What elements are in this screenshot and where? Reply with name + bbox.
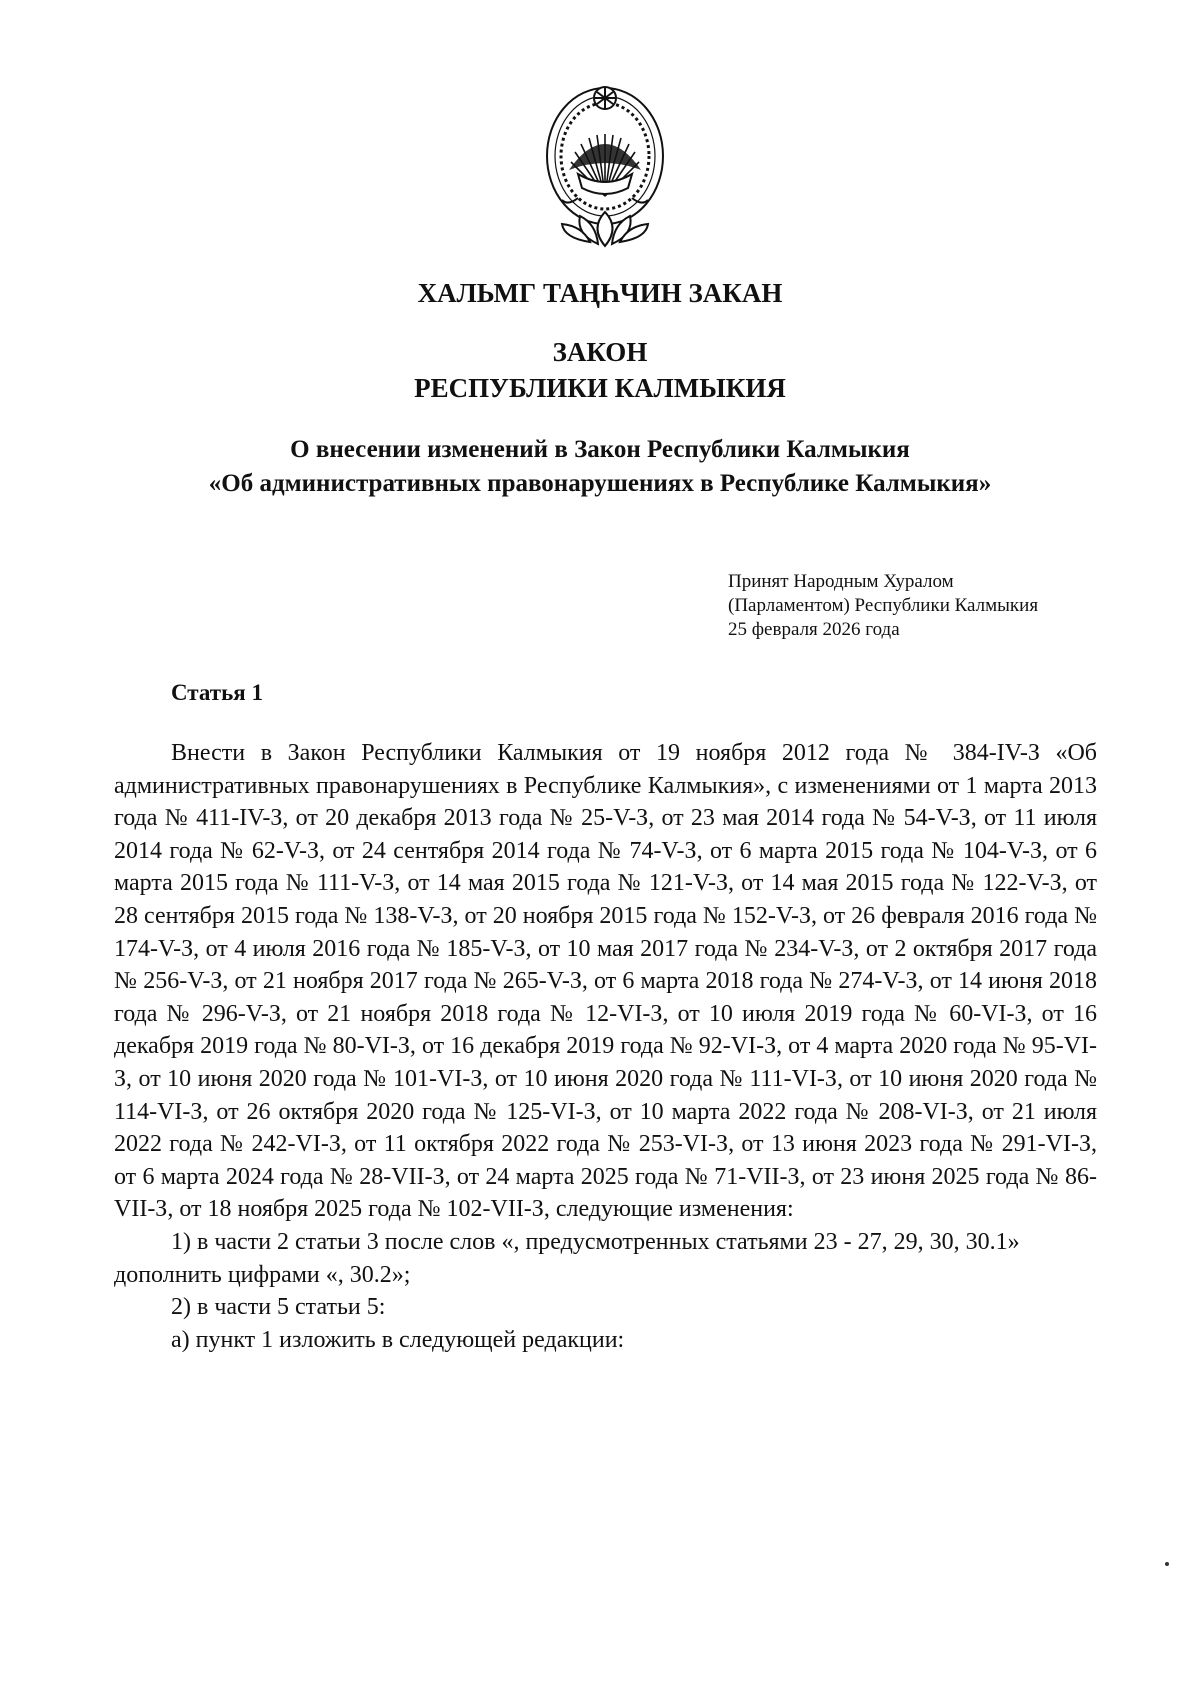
law-subject-line-1: О внесении изменений в Закон Республики Калмыкия bbox=[290, 436, 910, 463]
adoption-line-2: (Парламентом) Республики Калмыкия bbox=[728, 595, 1039, 616]
kalmyk-law-title: ХАЛЬМГ ТАҢҺЧИН ЗАКАН bbox=[417, 278, 783, 308]
law-heading-line-1: ЗАКОН bbox=[552, 337, 648, 367]
amendment-item-2: 2) в части 5 статьи 5: bbox=[171, 1294, 386, 1321]
adoption-note bbox=[728, 570, 1128, 642]
law-subject bbox=[0, 433, 1200, 501]
law-subject-line-2: «Об административных правонарушениях в Республике Калмыкия» bbox=[208, 470, 992, 497]
amendment-item-1: 1) в части 2 статьи 3 после слов «, предусмотренных статьями 23 - 27, 29, 30, 30.1» дополнить цифрами «, 30.2»; bbox=[114, 1228, 1020, 1288]
law-heading-line-2: РЕСПУБЛИКИ КАЛМЫКИЯ bbox=[414, 373, 786, 403]
adoption-line-1: Принят Народным Хуралом bbox=[728, 571, 954, 592]
adoption-date: 25 февраля 2026 года bbox=[728, 619, 900, 640]
law-heading bbox=[0, 334, 1200, 406]
coat-of-arms-emblem bbox=[538, 78, 672, 253]
article-intro-paragraph: Внести в Закон Республики Калмыкия от 19 ноября 2012 года № 384-IV-З «Об административных правонарушениях в Республике Калмыкия», с изменениями от 1 марта 2013 года № 411-IV-З, от 20 декабря 2013 года № 25-V-З, от 23 мая 2014 года № 54-V-З, от 11 июля 2014 года № 62-V-З, от 24 сентября 2014 года № 74-V-З, от 6 марта 2015 года № 104-V-З, от 6 марта 2015 года № 111-V-З, от 14 мая 2015 года № 121-V-З, от 14 мая 2015 года № 122-V-З, от 28 сентября 2015 года № 138-V-З, от 20 ноября 2015 года № 152-V-З, от 26 февраля 2016 года № 174-V-З, от 4 июля 2016 года № 185-V-З, от 10 мая 2017 года № 234-V-З, от 2 октября 2017 года № 256-V-З, от 21 ноября 2017 года № 265-V-З, от 6 марта 2018 года № 274-V-З, от 14 июня 2018 года № 296-V-З, от 21 ноября 2018 года № 12-VI-З, от 10 июля 2019 года № 60-VI-З, от 16 декабря 2019 года № 80-VI-З, от 16 декабря 2019 года № 92-VI-З, от 4 марта 2020 года № 95-VI-З, от 10 июня 2020 года № 101-VI-З, от 10 июня 2020 года № 111-VI-З, от 10 июня 2020 года № 114-VI-З, от 26 октября 2020 года № 125-VI-З, от 10 марта 2022 года № 208-VI-З, от 21 июля 2022 года № 242-VI-З, от 11 октября 2022 года № 253-VI-З, от 13 июня 2023 года № 291-VI-З, от 6 марта 2024 года № 28-VII-З, от 24 марта 2025 года № 71-VII-З, от 23 июня 2025 года № 86-VII-З, от 18 ноября 2025 года № 102-VII-З, следующие изменения: bbox=[114, 740, 1097, 1223]
scan-speck bbox=[1165, 1562, 1169, 1566]
article-body bbox=[114, 737, 1097, 1356]
article-title: Статья 1 bbox=[171, 680, 263, 705]
amendment-item-2a: а) пункт 1 изложить в следующей редакции: bbox=[171, 1326, 625, 1353]
